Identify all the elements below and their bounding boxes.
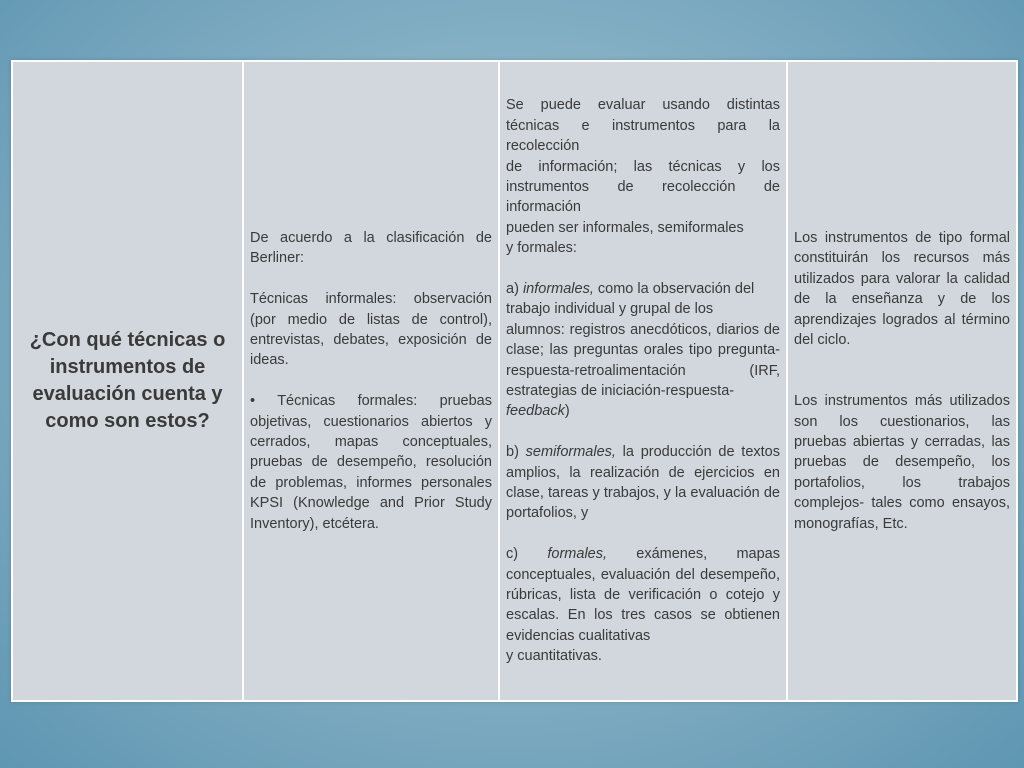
item-c <box>506 544 780 646</box>
instruments-paragraph-1: Los instrumentos de tipo formal constituirán los recursos más utilizados para valorar la calidad de la enseñanza y de los aprendizajes logrados al término del ciclo. <box>794 229 1010 348</box>
item-a-label: a) <box>506 280 519 297</box>
item-c-text-1: exámenes, mapas conceptuales, evaluación del desempeño, rúbricas, lista de verificación o cotejo y escalas. En los tres casos se obtienen evidencias cualitativas <box>506 546 781 644</box>
intro-line-3: pueden ser informales, semiformales <box>506 219 744 236</box>
item-b-label: b) <box>506 444 519 461</box>
table-row <box>12 61 1017 701</box>
item-a-term: informales, <box>522 280 594 297</box>
item-a-text-3: alumnos: registros anecdóticos, diarios de clase; las preguntas orales tipo pregunta-respuesta-retroalimentación (IRF, estrategias de iniciación-respuesta- <box>506 321 780 399</box>
berliner-intro: De acuerdo a la clasificación de Berliner: <box>250 229 492 267</box>
item-a-line-2: trabajo individual y grupal de los <box>506 301 714 318</box>
item-a-line-3 <box>506 320 780 402</box>
item-a <box>506 279 780 299</box>
item-b-term: semiformales, <box>525 444 616 461</box>
item-a-close: ) <box>564 403 570 420</box>
instruments-paragraph-2: Los instrumentos más utilizados son los cuestionarios, las pruebas abiertas y cerradas, las pruebas de desempeño, los portafolios, los trabajos complejos- tales como ensayos, monografías, Etc. <box>794 393 1010 532</box>
item-c-label: c) <box>506 546 519 563</box>
question-cell <box>12 61 243 701</box>
techniques-cell <box>499 61 787 701</box>
informal-techniques: Técnicas informales: observación (por medio de listas de control), entrevistas, debates, exposición de ideas. <box>250 291 492 369</box>
item-a-feedback <box>506 401 780 421</box>
item-a-text-1: como la observación del <box>593 280 755 297</box>
intro-line-2: de información; las técnicas y los instrumentos de recolección de información <box>506 158 780 216</box>
feedback-term: feedback <box>506 403 565 420</box>
item-b-text: la producción de textos amplios, la realización de ejercicios en clase, tareas y trabajos, y la evaluación de portafolios, y <box>506 444 780 522</box>
intro-line-4: y formales: <box>506 240 577 257</box>
berliner-cell <box>243 61 499 701</box>
question-text: ¿Con qué técnicas o instrumentos de evaluación cuenta y como son estos? <box>29 329 226 432</box>
instruments-cell <box>787 61 1017 701</box>
evaluation-table <box>11 60 1018 702</box>
intro-line-1: Se puede evaluar usando distintas técnicas e instrumentos para la recolección <box>506 97 780 155</box>
item-b <box>506 442 780 524</box>
formal-techniques: • Técnicas formales: pruebas objetivas, cuestionarios abiertos y cerrados, mapas conceptuales, pruebas de desempeño, resolución de problemas, informes personales KPSI (Knowledge and Prior Study Inventory), etcétera. <box>250 393 492 532</box>
item-c-line-2: y cuantitativas. <box>506 648 602 665</box>
item-c-term: formales, <box>547 546 608 563</box>
